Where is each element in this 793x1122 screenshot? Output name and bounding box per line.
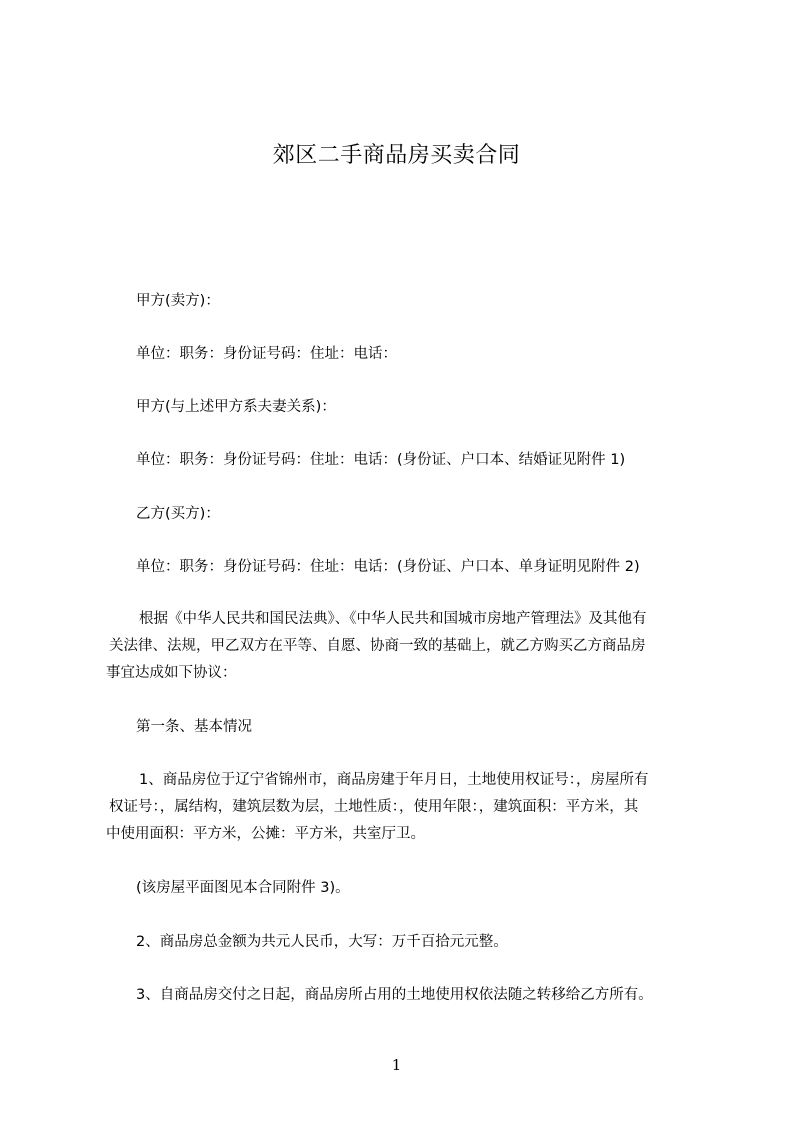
- paragraph-line: 乙方(买方)：: [136, 506, 220, 522]
- party-b-heading: [106, 501, 688, 528]
- document-title: 郊区二手商品房买卖合同: [272, 143, 521, 168]
- page-number: 1: [391, 1056, 402, 1074]
- paragraph-line: 2、商品房总金额为共元人民币，大写：万千百拾元元整。: [136, 934, 508, 950]
- paragraph-line: 甲方(与上述甲方系夫妻关系)：: [136, 399, 336, 415]
- floor-plan-note: [106, 875, 688, 902]
- party-a-spouse-heading: [106, 394, 688, 421]
- paragraph-line: 根据《中华人民共和国民法典》、《中华人民共和国城市房地产管理法》及其他有: [139, 611, 647, 627]
- preamble-paragraph: [106, 606, 688, 687]
- article-one-heading: [106, 714, 688, 741]
- party-a-info: [106, 341, 688, 368]
- paragraph-line: 单位：职务：身份证号码：住址：电话：(身份证、户口本、结婚证见附件 1): [136, 452, 626, 468]
- paragraph-line: 单位：职务：身份证号码：住址：电话：(身份证、户口本、单身证明见附件 2): [136, 559, 640, 575]
- article-one-clause-2: [106, 929, 688, 956]
- article-one-clause-3: [106, 982, 688, 1009]
- paragraph-line: 第一条、基本情况: [136, 719, 252, 735]
- paragraph-line: 3、自商品房交付之日起，商品房所占用的土地使用权依法随之转移给乙方所有。: [136, 987, 653, 1003]
- paragraph-line: 1、商品房位于辽宁省锦州市，商品房建于年月日，土地使用权证号：，房屋所有: [139, 772, 649, 788]
- paragraph-line: 权证号：，属结构，建筑层数为层，土地性质：，使用年限：，建筑面积：平方米，其: [109, 799, 639, 815]
- paragraph-line: (该房屋平面图见本合同附件 3)。: [136, 880, 350, 896]
- paragraph-line: 单位：职务：身份证号码：住址：电话：: [136, 346, 397, 362]
- paragraph-line: 事宜达成如下协议：: [106, 665, 237, 681]
- party-a-spouse-info: [106, 447, 688, 474]
- paragraph-line: 中使用面积：平方米，公摊：平方米，共室厅卫。: [106, 826, 425, 842]
- article-one-clause-1: [106, 767, 688, 848]
- party-b-info: [106, 554, 688, 581]
- paragraph-line: 甲方(卖方)：: [136, 293, 220, 309]
- paragraph-line: 关法律、法规，甲乙双方在平等、自愿、协商一致的基础上，就乙方购买乙方商品房: [109, 638, 646, 654]
- party-a-heading: [106, 288, 688, 315]
